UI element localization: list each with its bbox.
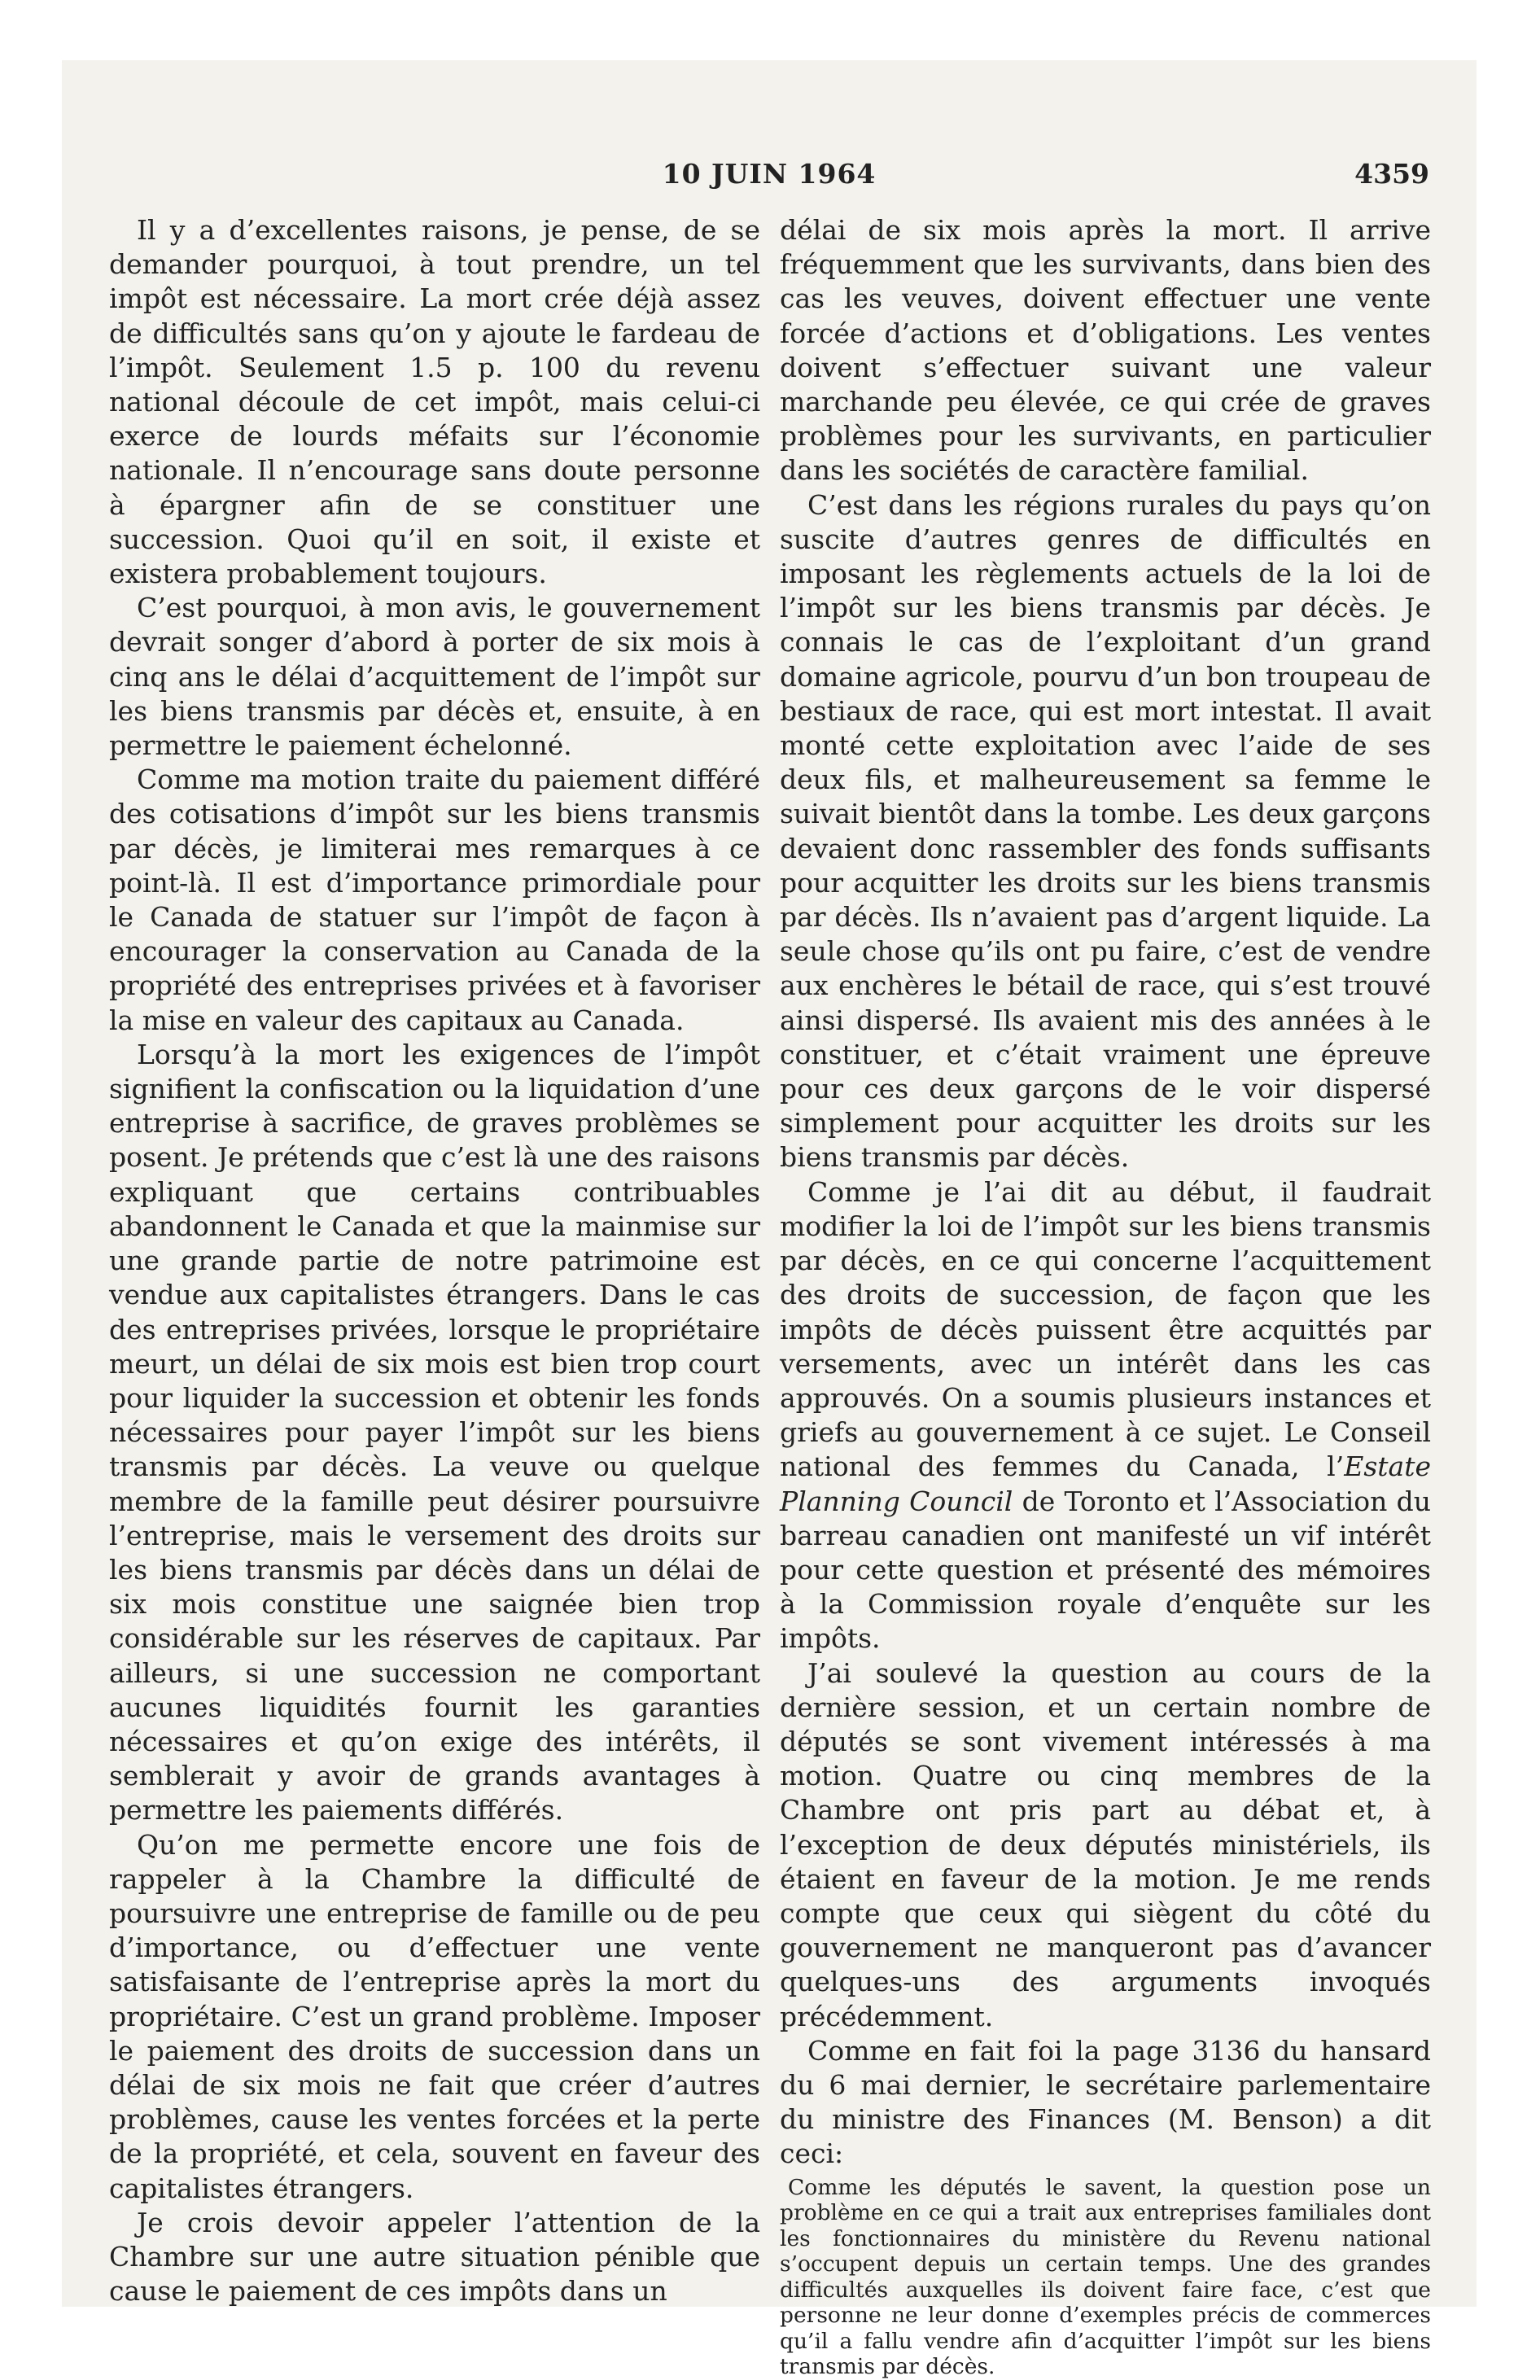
- paragraph: Qu’on me permette encore une fois de rappeler à la Chambre la difficulté de poursuivre une entreprise de famille ou de peu d’importance, ou d’effectuer une vente satisfaisante de l’entreprise après la mort du propriétaire. C’est un grand problème. Imposer le paiement des droits de succession dans un délai de six mois ne fait que créer d’autres problèmes, cause les ventes forcées et la perte de la propriété, et cela, souvent en faveur des capitalistes étrangers.: [109, 1828, 760, 2204]
- left-column: [109, 213, 760, 2308]
- paragraph: C’est pourquoi, à mon avis, le gouvernement devrait songer d’abord à porter de six mois à cinq ans le délai d’acquittement de l’impôt sur les biens transmis par décès et, ensuite, à en permettre le paiement échelonné.: [109, 592, 760, 762]
- header-date: 10 JUIN 1964: [662, 158, 877, 190]
- paragraph: Je crois devoir appeler l’attention de la Chambre sur une autre situation pénible que cause le paiement de ces impôts dans un: [109, 2206, 760, 2308]
- italic-organization-name: Estate Planning Council: [780, 1450, 1431, 1517]
- paragraph: Comme je l’ai dit au début, il faudrait modifier la loi de l’impôt sur les biens transmis par décès, en ce qui concerne l’acquittement des droits de succession, de façon que les impôts de décès puissent être acquittés par versements, avec un intérêt dans les cas approuvés. On a soumis plusieurs instances et griefs au gouvernement à ce sujet. Le Conseil national des femmes du Canada, l’Estate Planning Council de Toronto et l’Association du barreau canadien ont manifesté un vif intérêt pour cette question et présenté des mémoires à la Commission royale d’enquête sur les impôts.: [780, 1175, 1431, 1655]
- paragraph: Comme ma motion traite du paiement différé des cotisations d’impôt sur les biens transmis par décès, je limiterai mes remarques à ce point-là. Il est d’importance primordiale pour le Canada de statuer sur l’impôt de façon à encourager la conservation au Canada de la propriété des entreprises privées et à favoriser la mise en valeur des capitaux au Canada.: [109, 763, 760, 1036]
- page-number: 4359: [1354, 158, 1429, 190]
- page-header: [109, 158, 1429, 194]
- paragraph-text: de Toronto et l’Association du barreau canadien ont manifesté un vif intérêt pour cette question et présenté des mémoires à la Commission royale d’enquête sur les impôts.: [780, 1485, 1431, 1655]
- paragraph: C’est dans les régions rurales du pays qu’on suscite d’autres genres de difficultés en imposant les règlements actuels de la loi de l’impôt sur les biens transmis par décès. Je connais le cas de l’exploitant d’un grand domaine agricole, pourvu d’un bon troupeau de bestiaux de race, qui est mort intestat. Il avait monté cette exploitation avec l’aide de ses deux fils, et malheureusement sa femme le suivait bientôt dans la tombe. Les deux garçons devaient donc rassembler des fonds suffisants pour acquitter les droits sur les biens transmis par décès. Ils n’avaient pas d’argent liquide. La seule chose qu’ils ont pu faire, c’est de vendre aux enchères le bétail de race, qui s’est trouvé ainsi dispersé. Ils avaient mis des années à le constituer, et c’était vraiment une épreuve pour ces deux garçons de le voir dispersé simplement pour acquitter les droits sur les biens transmis par décès.: [780, 488, 1431, 1174]
- paragraph: Comme en fait foi la page 3136 du hansard du 6 mai dernier, le secrétaire parlementaire du ministre des Finances (M. Benson) a dit ceci:: [780, 2034, 1431, 2170]
- paragraph: délai de six mois après la mort. Il arrive fréquemment que les survivants, dans bien des cas les veuves, doivent effectuer une vente forcée d’actions et d’obligations. Les ventes doivent s’effectuer suivant une valeur marchande peu élevée, ce qui crée de graves problèmes pour les survivants, en particulier dans les sociétés de caractère familial.: [780, 214, 1431, 487]
- paragraph-text: Comme je l’ai dit au début, il faudrait modifier la loi de l’impôt sur les biens transmis par décès, en ce qui concerne l’acquittement des droits de succession, de façon que les impôts de décès puissent être acquittés par versements, avec un intérêt dans les cas approuvés. On a soumis plusieurs instances et griefs au gouvernement à ce sujet. Le Conseil national des femmes du Canada,: [780, 1175, 1431, 1483]
- paragraph: Lorsqu’à la mort les exigences de l’impôt signifient la confiscation ou la liquidation d’une entreprise à sacrifice, de graves problèmes se posent. Je prétends que c’est là une des raisons expliquant que certains contribuables abandonnent le Canada et que la mainmise sur une grande partie de notre patrimoine est vendue aux capitalistes étrangers. Dans le cas des entreprises privées, lorsque le propriétaire meurt, un délai de six mois est bien trop court pour liquider la succession et obtenir les fonds nécessaires pour payer l’impôt sur les biens transmis par décès. La veuve ou quelque membre de la famille peut désirer poursuivre l’entreprise, mais le versement des droits sur les biens transmis par décès dans un délai de six mois constitue une saignée bien trop considérable sur les réserves de capitaux. Par ailleurs, si une succession ne comportant aucunes liquidités fournit les garanties nécessaires et qu’on exige des intérêts, il semblerait y avoir de grands avantages à permettre les paiements différés.: [109, 1038, 760, 1827]
- document-page: [62, 60, 1477, 2380]
- block-quote: Comme les députés le savent, la question pose un problème en ce qui a trait aux entreprises familiales dont les fonctionnaires du ministère du Revenu national s’occupent depuis un certain temps. Une des grandes difficultés auxquelles ils doivent faire face, c’est que personne ne leur donne d’exemples précis de commerces qu’il a fallu vendre afin d’acquitter l’impôt sur les biens transmis par décès.: [780, 2174, 1431, 2380]
- paragraph: J’ai soulevé la question au cours de la dernière session, et un certain nombre de députés se sont vivement intéressés à ma motion. Quatre ou cinq membres de la Chambre ont pris part au débat et, à l’exception de deux députés ministériels, ils étaient en faveur de la motion. Je me rends compte que ceux qui siègent du côté du gouvernement ne manqueront pas d’avancer quelques-uns des arguments invoqués précédemment.: [780, 1656, 1431, 2032]
- right-column: [780, 213, 1431, 2380]
- paragraph: Il y a d’excellentes raisons, je pense, de se demander pourquoi, à tout prendre, un tel impôt est nécessaire. La mort crée déjà assez de difficultés sans qu’on y ajoute le fardeau de l’impôt. Seulement 1.5 p. 100 du revenu national découle de cet impôt, mais celui-ci exerce de lourds méfaits sur l’économie nationale. Il n’encourage sans doute personne à épargner afin de se constituer une succession. Quoi qu’il en soit, il existe et existera probablement toujours.: [109, 214, 760, 590]
